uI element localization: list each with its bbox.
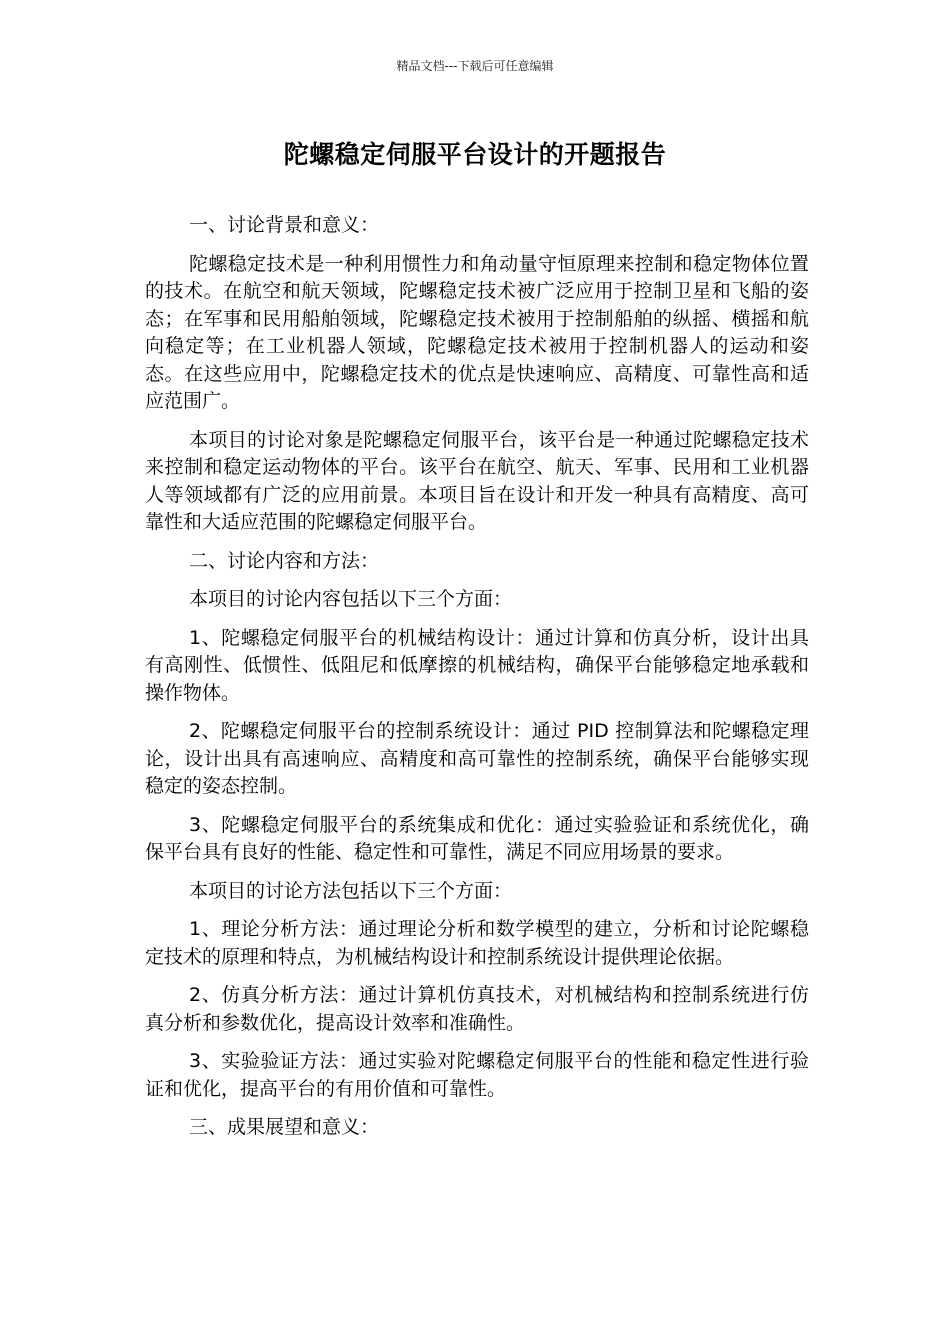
paragraph-content-item-3: 3、陀螺稳定伺服平台的系统集成和优化：通过实验验证和系统优化，确保平台具有良好的性能、稳定性和可靠性，满足不同应用场景的要求。 — [145, 813, 809, 863]
paragraph-background-2: 本项目的讨论对象是陀螺稳定伺服平台，该平台是一种通过陀螺稳定技术来控制和稳定运动物体的平台。该平台在航空、航天、军事、民用和工业机器人等领域都有广泛的应用前景。本项目旨在设计和开发一种具有高精度、高可靠性和大适应范围的陀螺稳定伺服平台。 — [145, 428, 809, 533]
paragraph-method-item-2: 2、仿真分析方法：通过计算机仿真技术，对机械结构和控制系统进行仿真分析和参数优化，提高设计效率和准确性。 — [145, 984, 809, 1034]
paragraph-content-item-1: 1、陀螺稳定伺服平台的机械结构设计：通过计算和仿真分析，设计出具有高刚性、低惯性、低阻尼和低摩擦的机械结构，确保平台能够稳定地承载和操作物体。 — [145, 626, 809, 704]
section-heading-background: 一、讨论背景和意义： — [189, 214, 380, 236]
paragraph-background-1: 陀螺稳定技术是一种利用惯性力和角动量守恒原理来控制和稳定物体位置的技术。在航空和航天领域，陀螺稳定技术被广泛应用于控制卫星和飞船的姿态；在军事和民用船舶领域，陀螺稳定技术被用于控制船舶的纵摇、横摇和航向稳定等；在工业机器人领域，陀螺稳定技术被用于控制机器人的运动和姿态。在这些应用中，陀螺稳定技术的优点是快速响应、高精度、可靠性高和适应范围广。 — [145, 252, 809, 412]
paragraph-methods-intro: 本项目的讨论方法包括以下三个方面： — [189, 879, 513, 902]
paragraph-content-item-2: 2、陀螺稳定伺服平台的控制系统设计：通过 PID 控制算法和陀螺稳定理论，设计出具有高速响应、高精度和高可靠性的控制系统，确保平台能够实现稳定的姿态控制。 — [145, 720, 809, 797]
document-body — [145, 212, 809, 1153]
section-heading-content-methods: 二、讨论内容和方法： — [189, 549, 380, 572]
page-header: 精品文档---下载后可任意编辑 — [396, 59, 554, 73]
paragraph-method-item-1: 1、理论分析方法：通过理论分析和数学模型的建立，分析和讨论陀螺稳定技术的原理和特点，为机械结构设计和控制系统设计提供理论依据。 — [145, 918, 809, 968]
paragraph-content-intro: 本项目的讨论内容包括以下三个方面： — [189, 588, 513, 610]
section-heading-outcomes: 三、成果展望和意义： — [189, 1116, 380, 1138]
paragraph-method-item-3: 3、实验验证方法：通过实验对陀螺稳定伺服平台的性能和稳定性进行验证和优化，提高平台的有用价值和可靠性。 — [145, 1050, 809, 1100]
document-title: 陀螺稳定伺服平台设计的开题报告 — [283, 140, 667, 169]
